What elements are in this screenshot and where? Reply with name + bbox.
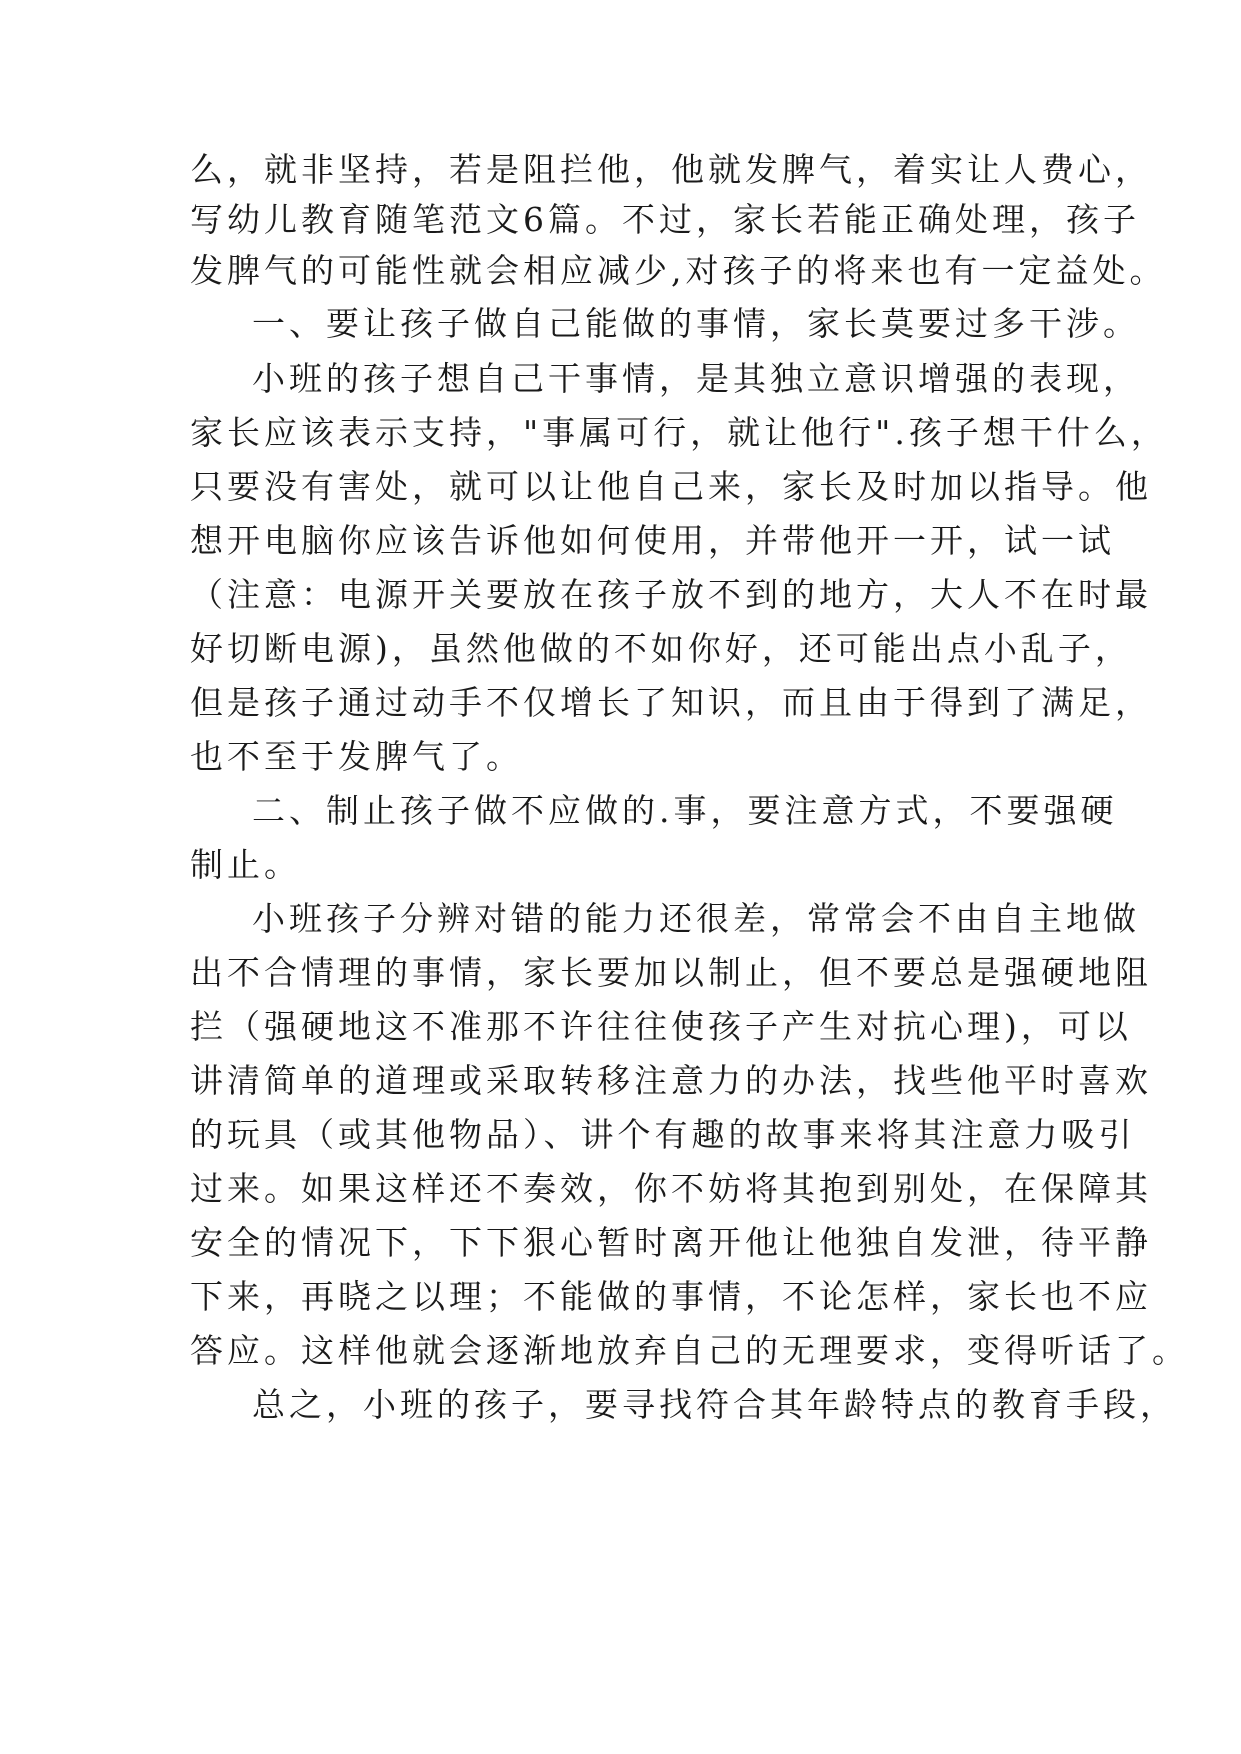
text-line: 讲清简单的道理或采取转移注意力的办法，找些他平时喜欢 bbox=[190, 1061, 1152, 1100]
text-line: 小班孩子分辨对错的能力还很差，常常会不由自主地做 bbox=[252, 899, 1140, 938]
section-heading-continued: 制止。 bbox=[190, 845, 301, 884]
text-line: 只要没有害处，就可以让他自己来，家长及时加以指导。他 bbox=[190, 467, 1152, 506]
section-heading: 二、制止孩子做不应做的.事，要注意方式，不要强硬 bbox=[252, 791, 1118, 830]
text-line: 总之，小班的孩子，要寻找符合其年龄特点的教育手段， bbox=[252, 1385, 1177, 1424]
text-line: 发脾气的可能性就会相应减少,对孩子的将来也有一定益处。 bbox=[190, 251, 1167, 290]
text-line: 答应。这样他就会逐渐地放弃自己的无理要求，变得听话了。 bbox=[190, 1331, 1189, 1370]
text-line: 的玩具（或其他物品）、讲个有趣的故事来将其注意力吸引 bbox=[190, 1115, 1136, 1154]
text-line: 也不至于发脾气了。 bbox=[190, 737, 523, 776]
text-line: （注意：电源开关要放在孩子放不到的地方，大人不在时最 bbox=[190, 575, 1152, 614]
text-line: 下来，再晓之以理；不能做的事情，不论怎样，家长也不应 bbox=[190, 1277, 1152, 1316]
text-line: 出不合情理的事情，家长要加以制止，但不要总是强硬地阻 bbox=[190, 953, 1152, 992]
text-line: 想开电脑你应该告诉他如何使用，并带他开一开，试一试 bbox=[190, 521, 1115, 560]
text-line: 写幼儿教育随笔范文6篇。不过，家长若能正确处理，孩子 bbox=[190, 200, 1140, 239]
text-line: 小班的孩子想自己干事情，是其独立意识增强的表现， bbox=[252, 359, 1140, 398]
section-heading: 一、要让孩子做自己能做的事情，家长莫要过多干涉。 bbox=[252, 304, 1140, 343]
text-line: 但是孩子通过动手不仅增长了知识，而且由于得到了满足， bbox=[190, 683, 1152, 722]
text-line: 安全的情况下，下下狠心暂时离开他让他独自发泄，待平静 bbox=[190, 1223, 1152, 1262]
text-line: 好切断电源)，虽然他做的不如你好，还可能出点小乱子， bbox=[190, 629, 1132, 668]
text-line: 么，就非坚持，若是阻拦他，他就发脾气，着实让人费心， bbox=[190, 150, 1152, 189]
text-line: 过来。如果这样还不奏效，你不妨将其抱到别处，在保障其 bbox=[190, 1169, 1152, 1208]
text-line: 拦（强硬地这不准那不许往往使孩子产生对抗心理)，可以 bbox=[190, 1007, 1132, 1046]
text-line: 家长应该表示支持，"事属可行，就让他行".孩子想干什么， bbox=[190, 413, 1168, 452]
